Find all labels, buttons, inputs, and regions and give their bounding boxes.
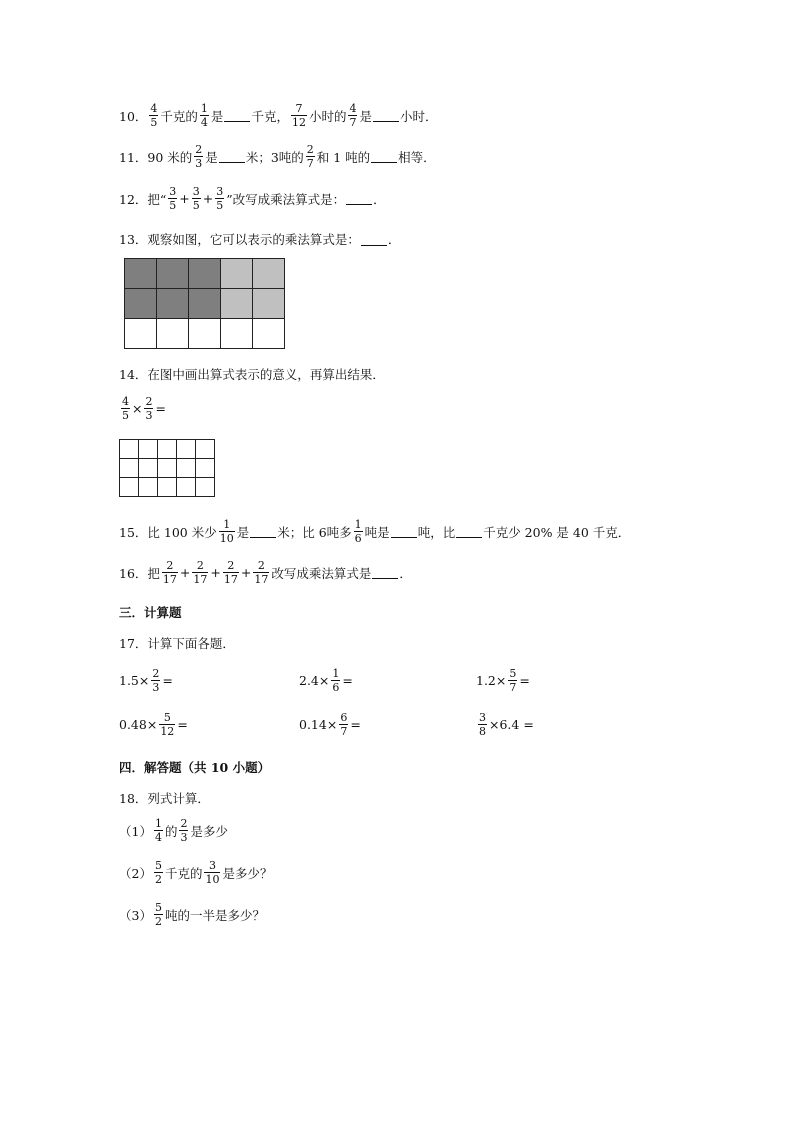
grid-cell[interactable] bbox=[177, 459, 196, 478]
question-number: 16． bbox=[119, 565, 148, 581]
answer-blank[interactable] bbox=[346, 192, 372, 205]
section-heading: 三．计算题 bbox=[119, 605, 182, 620]
fraction: $\frac{3}{8}$ bbox=[479, 711, 486, 738]
fraction: $\frac{6}{7}$ bbox=[340, 711, 348, 738]
grid-cell bbox=[125, 259, 157, 289]
fraction: $\frac{2}{3}$ bbox=[152, 667, 160, 694]
text: 千克少 20% 是 40 千克． bbox=[483, 524, 631, 540]
grid-cell bbox=[157, 319, 189, 349]
question-11 bbox=[119, 144, 436, 169]
grid-cell[interactable] bbox=[177, 478, 196, 497]
text: ． bbox=[387, 232, 401, 247]
section-heading: 四．解答题（共 10 小题） bbox=[119, 760, 271, 775]
text: 和 1 吨的 bbox=[316, 149, 371, 165]
grid-cell[interactable] bbox=[196, 478, 215, 497]
text: ”改写成乘法算式是： bbox=[226, 191, 346, 207]
text: 米；比 6吨多 bbox=[277, 524, 352, 540]
sub-label: （2） bbox=[119, 865, 152, 881]
answer-blank[interactable] bbox=[373, 109, 399, 122]
grid-cell bbox=[125, 319, 157, 349]
sub-question-1: （1） $\frac{1}{4}$ 的 $\frac{2}{3}$ 是多少 bbox=[119, 817, 228, 844]
answer-blank[interactable] bbox=[391, 525, 417, 538]
fraction: $\frac{1}{6}$ bbox=[354, 518, 362, 545]
text: 吨是 bbox=[364, 524, 390, 540]
grid-cell bbox=[157, 289, 189, 319]
grid-cell[interactable] bbox=[139, 440, 158, 459]
sub-label: （1） bbox=[119, 823, 152, 839]
question-18 bbox=[119, 789, 210, 807]
grid-cell[interactable] bbox=[158, 478, 177, 497]
grid-cell bbox=[221, 259, 253, 289]
question-15 bbox=[119, 519, 630, 544]
text: 把 bbox=[147, 565, 160, 581]
fraction: $\frac{3}{5}$ bbox=[169, 185, 177, 212]
calc-item: 0.14× $\frac{6}{7}$ = bbox=[299, 711, 361, 738]
calc-item: 0.48× $\frac{5}{12}$ = bbox=[119, 711, 188, 738]
fraction: $\frac{2}{3}$ bbox=[145, 395, 153, 422]
grid-cell[interactable] bbox=[196, 440, 215, 459]
grid-cell bbox=[253, 259, 285, 289]
text: ． bbox=[373, 191, 386, 207]
plus-sign: + bbox=[210, 565, 221, 580]
text: 小时． bbox=[399, 108, 438, 124]
fraction: $\frac{2}{17}$ bbox=[193, 559, 208, 586]
plus-sign: + bbox=[179, 565, 191, 580]
answer-blank[interactable] bbox=[361, 233, 387, 246]
grid-cell bbox=[125, 289, 157, 319]
grid-cell[interactable] bbox=[158, 440, 177, 459]
question-number: 17． bbox=[119, 636, 148, 651]
question-number: 12． bbox=[119, 191, 148, 207]
question-13 bbox=[119, 230, 400, 248]
text: 比 100 米少 bbox=[147, 524, 217, 540]
grid-cell bbox=[221, 289, 253, 319]
text: 是 bbox=[205, 149, 218, 165]
text: 小时的 bbox=[308, 108, 347, 124]
question-12 bbox=[119, 186, 386, 211]
text: 改写成乘法算式是 bbox=[271, 565, 372, 581]
text: 千克的 bbox=[160, 108, 198, 124]
fraction: $\frac{5}{12}$ bbox=[160, 711, 175, 738]
drawing-grid[interactable] bbox=[119, 439, 215, 497]
answer-blank[interactable] bbox=[456, 525, 482, 538]
question-10 bbox=[119, 103, 438, 128]
text: ． bbox=[399, 565, 412, 581]
grid-cell[interactable] bbox=[120, 478, 139, 497]
fraction: $\frac{2}{7}$ bbox=[306, 143, 314, 170]
text: 千克， bbox=[251, 108, 289, 124]
grid-cell bbox=[253, 289, 285, 319]
shaded-grid-figure bbox=[124, 258, 285, 349]
fraction: $\frac{2}{17}$ bbox=[223, 559, 238, 586]
expression-14 bbox=[119, 396, 166, 421]
fraction: $\frac{3}{5}$ bbox=[192, 185, 200, 212]
text: 在图中画出算式表示的意义，再算出结果． bbox=[147, 367, 385, 382]
text: 列式计算． bbox=[147, 791, 210, 806]
plus-sign: + bbox=[240, 565, 252, 580]
calc-item: $\frac{3}{8}$ ×6.4 = bbox=[479, 711, 534, 738]
question-number: 13． bbox=[119, 232, 148, 247]
calc-item: 1.2× $\frac{5}{7}$ = bbox=[476, 667, 530, 694]
sub-question-3: （3） $\frac{5}{2}$ 吨的一半是多少？ bbox=[119, 901, 265, 928]
text: 观察如图，它可以表示的乘法算式是： bbox=[147, 232, 360, 247]
grid-cell bbox=[189, 259, 221, 289]
answer-blank[interactable] bbox=[219, 150, 245, 163]
question-17 bbox=[119, 634, 235, 652]
answer-blank[interactable] bbox=[250, 525, 276, 538]
grid-cell bbox=[253, 319, 285, 349]
question-16 bbox=[119, 560, 412, 585]
fraction: $\frac{5}{2}$ bbox=[154, 901, 162, 928]
grid-cell bbox=[189, 289, 221, 319]
fraction: $\frac{4}{5}$ bbox=[150, 102, 158, 129]
calc-item: 2.4× $\frac{1}{6}$ = bbox=[299, 667, 353, 694]
text: 米；3吨的 bbox=[245, 149, 304, 165]
grid-cell[interactable] bbox=[177, 440, 196, 459]
text: 90 米的 bbox=[147, 149, 193, 165]
question-number: 10． bbox=[119, 108, 148, 124]
grid-cell[interactable] bbox=[139, 478, 158, 497]
times-sign: × bbox=[132, 401, 143, 416]
grid-cell[interactable] bbox=[158, 459, 177, 478]
text: 是 bbox=[210, 108, 224, 124]
grid-cell[interactable] bbox=[196, 459, 215, 478]
text: 把“ bbox=[147, 191, 167, 207]
answer-blank[interactable] bbox=[224, 109, 250, 122]
text: 计算下面各题． bbox=[147, 636, 235, 651]
grid-cell[interactable] bbox=[120, 440, 139, 459]
grid-cell bbox=[221, 319, 253, 349]
fraction: $\frac{7}{12}$ bbox=[291, 102, 306, 129]
fraction: $\frac{2}{17}$ bbox=[254, 559, 269, 586]
question-number: 15． bbox=[119, 524, 148, 540]
fraction: $\frac{1}{4}$ bbox=[200, 102, 208, 129]
equals-sign: = bbox=[155, 401, 166, 416]
answer-blank[interactable] bbox=[371, 150, 397, 163]
fraction: $\frac{5}{2}$ bbox=[154, 859, 162, 886]
answer-blank[interactable] bbox=[372, 566, 398, 579]
plus-sign: + bbox=[179, 191, 190, 206]
text: 吨，比 bbox=[417, 524, 456, 540]
question-number: 11． bbox=[119, 149, 148, 165]
fraction: $\frac{3}{10}$ bbox=[205, 859, 220, 886]
fraction: $\frac{4}{7}$ bbox=[349, 102, 357, 129]
plus-sign: + bbox=[202, 191, 214, 206]
sub-label: （3） bbox=[119, 907, 152, 923]
fraction: $\frac{4}{5}$ bbox=[122, 395, 129, 422]
calc-item: 1.5× $\frac{2}{3}$ = bbox=[119, 667, 173, 694]
fraction: $\frac{1}{6}$ bbox=[332, 667, 340, 694]
text: 是 bbox=[236, 524, 250, 540]
question-14 bbox=[119, 365, 385, 383]
question-number: 18． bbox=[119, 791, 148, 806]
sub-question-2: （2） $\frac{5}{2}$ 千克的 $\frac{3}{10}$ 是多少？ bbox=[119, 859, 273, 886]
fraction: $\frac{1}{4}$ bbox=[154, 817, 162, 844]
grid-cell[interactable] bbox=[120, 459, 139, 478]
fraction: $\frac{2}{3}$ bbox=[195, 143, 203, 170]
fraction: $\frac{1}{10}$ bbox=[219, 518, 234, 545]
grid-cell bbox=[157, 259, 189, 289]
grid-cell[interactable] bbox=[139, 459, 158, 478]
text: 相等． bbox=[398, 149, 436, 165]
question-number: 14． bbox=[119, 367, 148, 382]
grid-cell bbox=[189, 319, 221, 349]
fraction: $\frac{2}{17}$ bbox=[162, 559, 177, 586]
fraction: $\frac{5}{7}$ bbox=[509, 667, 517, 694]
text: 是 bbox=[359, 108, 372, 124]
fraction: $\frac{2}{3}$ bbox=[180, 817, 188, 844]
fraction: $\frac{3}{5}$ bbox=[216, 185, 224, 212]
